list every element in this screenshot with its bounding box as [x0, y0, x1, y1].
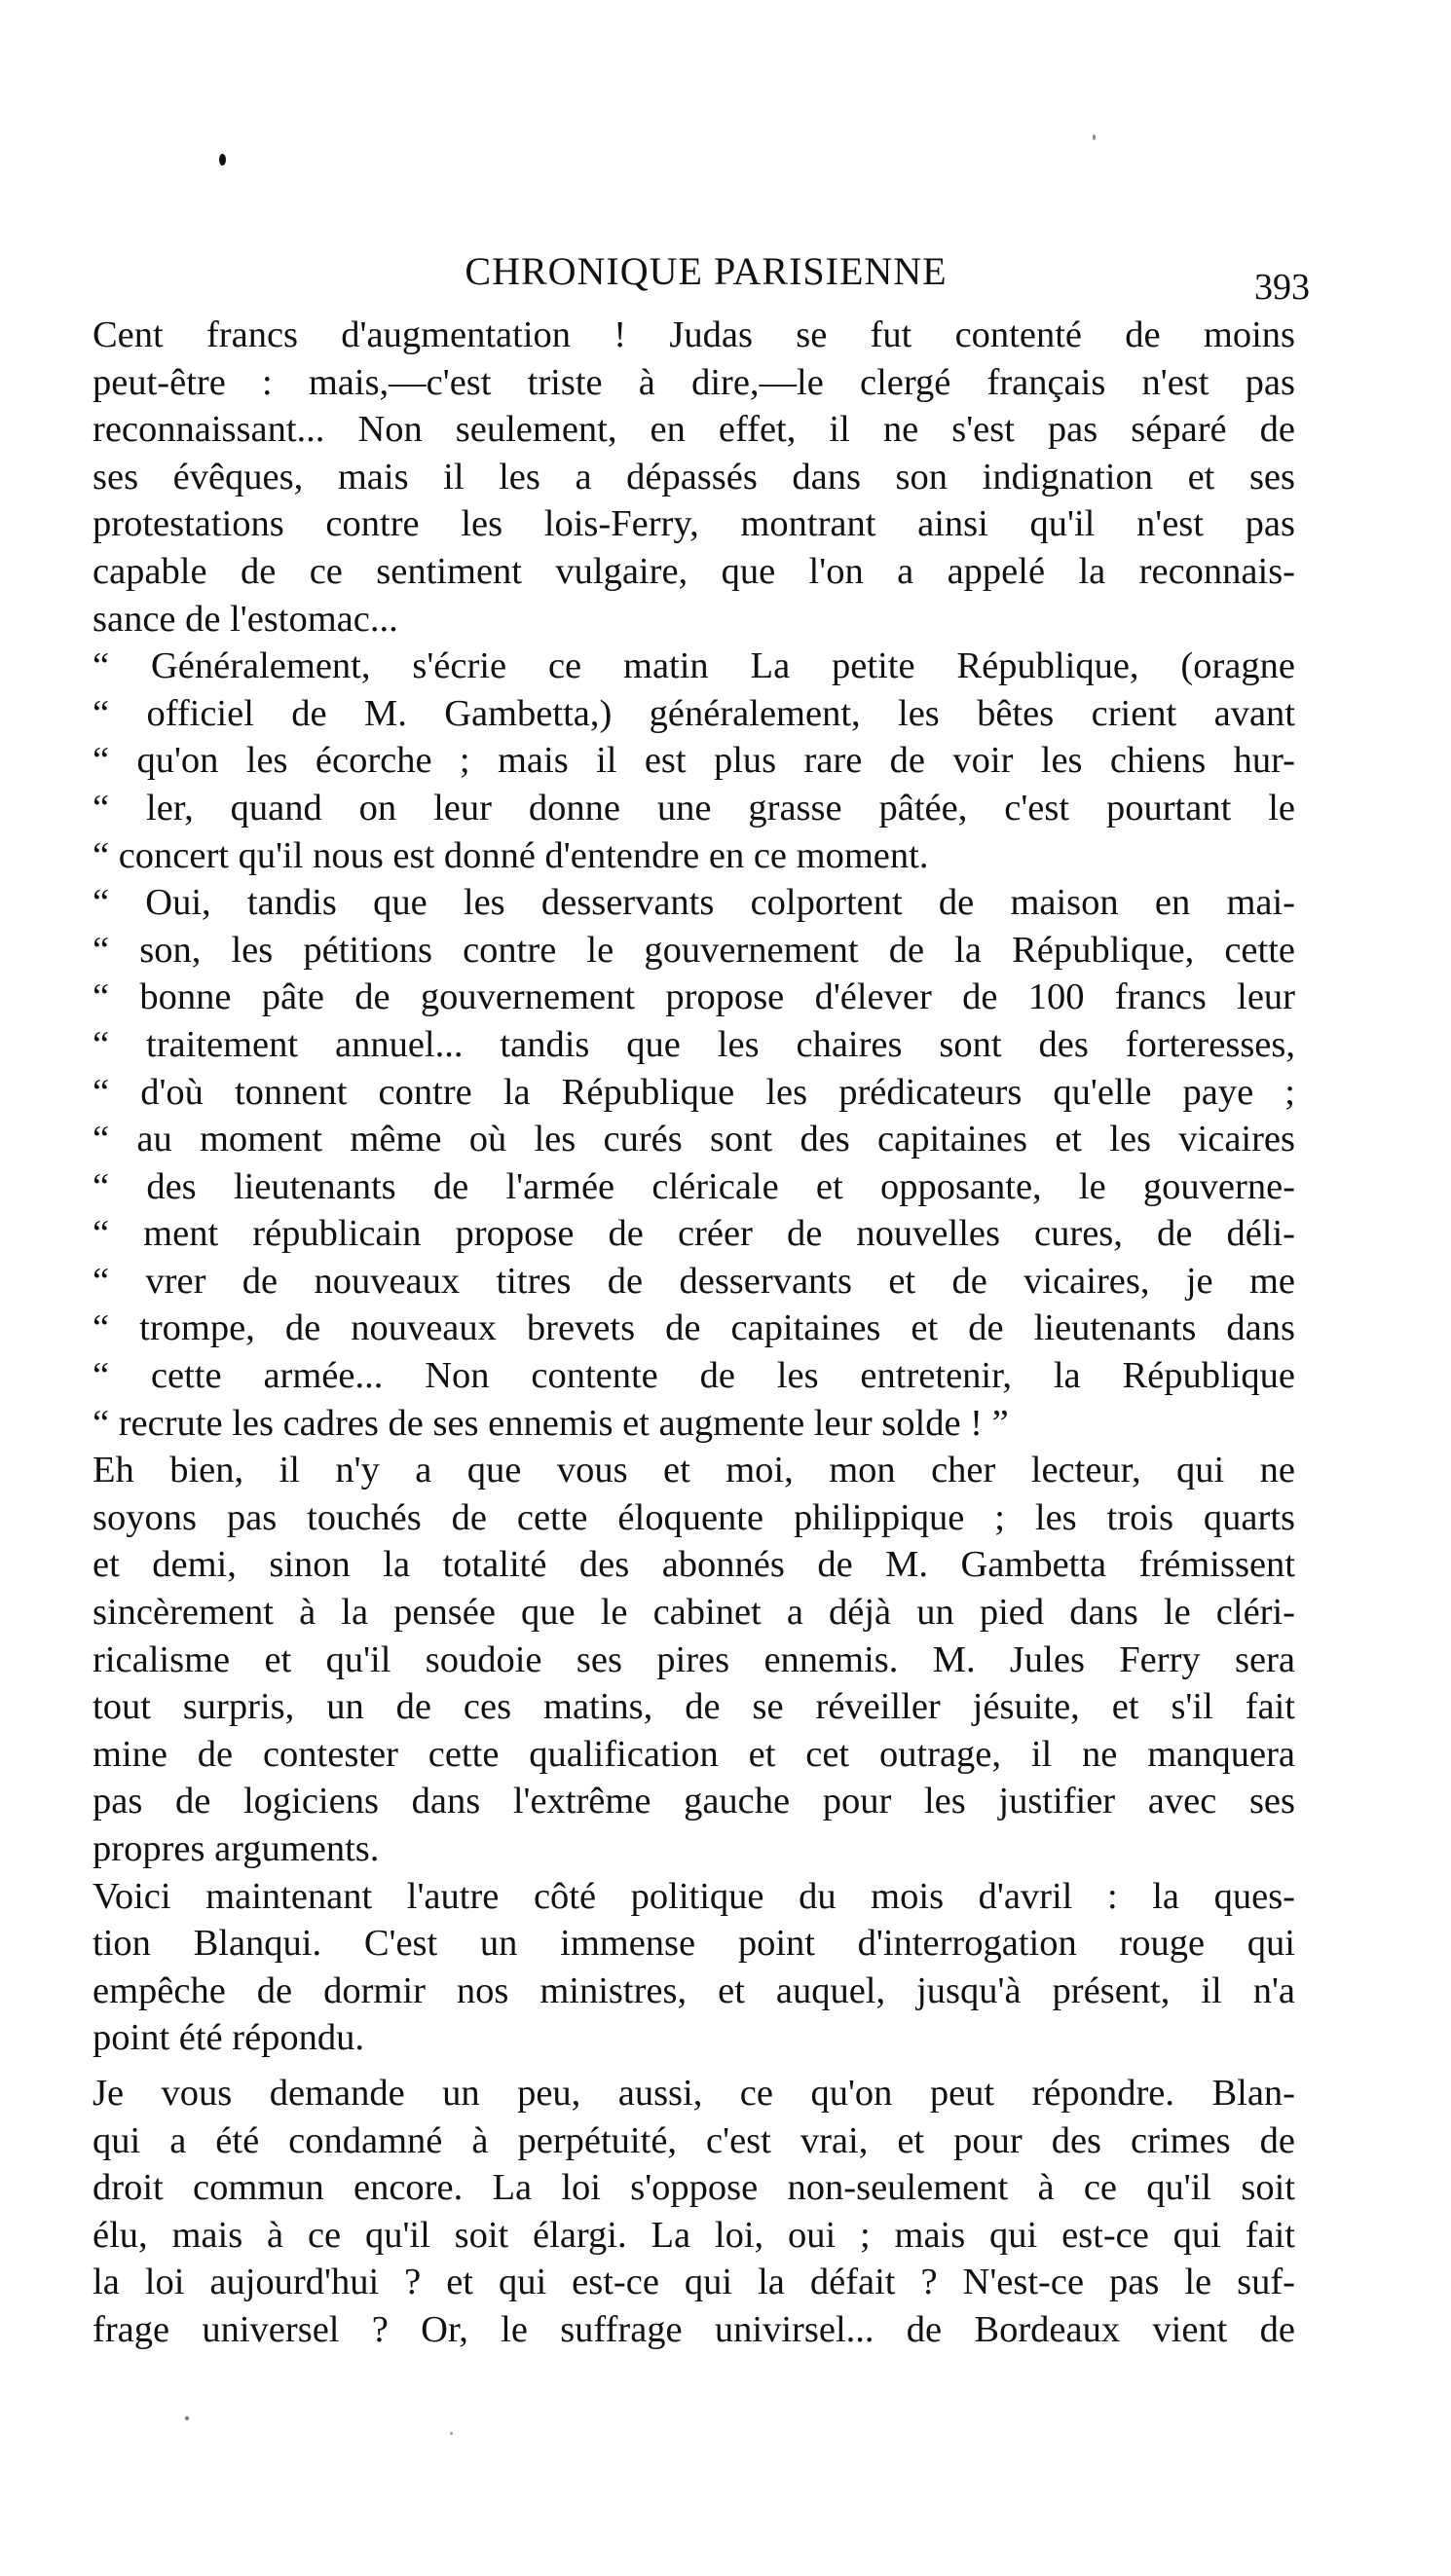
body-text [93, 312, 1295, 2354]
text-line: et demi, sinon la totalité des abonnés de M. Gambetta frémissent [93, 1544, 1295, 1586]
text-line: protestations contre les lois-Ferry, montrant ainsi qu'il n'est pas [93, 503, 1295, 545]
text-line: “ bonne pâte de gouvernement propose d'élever de 100 francs leur [93, 976, 1295, 1018]
text-line: “ Généralement, s'écrie ce matin La petite République, (oragne [93, 645, 1295, 687]
text-line: ricalisme et qu'il soudoie ses pires ennemis. M. Jules Ferry sera [93, 1638, 1295, 1680]
text-line: mine de contester cette qualification et cet outrage, il ne manquera [93, 1733, 1295, 1775]
ink-speck [219, 154, 226, 166]
text-line: tout surpris, un de ces matins, de se réveiller jésuite, et s'il fait [93, 1686, 1295, 1728]
text-line: propres arguments. [93, 1828, 380, 1869]
text-line: “ recrute les cadres de ses ennemis et augmente leur solde ! ” [93, 1402, 1009, 1444]
text-line: élu, mais à ce qu'il soit élargi. La loi, oui ; mais qui est-ce qui fait [93, 2214, 1295, 2256]
running-title: CHRONIQUE PARISIENNE [465, 249, 948, 293]
quoted-paragraph [93, 879, 1295, 1447]
text-line: “ traitement annuel... tandis que les chaires sont des forteresses, [93, 1023, 1295, 1065]
text-line: “ des lieutenants de l'armée cléricale et opposante, le gouverne- [93, 1165, 1295, 1207]
text-line: “ d'où tonnent contre la République les prédicateurs qu'elle paye ; [93, 1071, 1295, 1113]
page-number: 393 [1254, 267, 1310, 308]
text-line: “ ler, quand on leur donne une grasse pâtée, c'est pourtant le [93, 787, 1295, 828]
text-line: la loi aujourd'hui ? et qui est-ce qui la défait ? N'est-ce pas le suf- [93, 2262, 1295, 2303]
text-line: ses évêques, mais il les a dépassés dans son indignation et ses [93, 456, 1295, 497]
text-line: “ qu'on les écorche ; mais il est plus rare de voir les chiens hur- [93, 740, 1295, 782]
text-line: frage universel ? Or, le suffrage univirsel... de Bordeaux vient de [93, 2308, 1295, 2350]
text-line: “ ment républicain propose de créer de nouvelles cures, de déli- [93, 1213, 1295, 1255]
paragraph [93, 1447, 1295, 1872]
text-line: Voici maintenant l'autre côté politique du mois d'avril : la ques- [93, 1875, 1295, 1917]
text-line: “ concert qu'il nous est donné d'entendre en ce moment. [93, 834, 929, 876]
text-line: tion Blanqui. C'est un immense point d'interrogation rouge qui [93, 1923, 1295, 1965]
text-line: “ au moment même où les curés sont des capitaines et les vicaires [93, 1119, 1295, 1160]
text-line: soyons pas touchés de cette éloquente philippique ; les trois quarts [93, 1496, 1295, 1538]
text-line: “ vrer de nouveaux titres de desservants et de vicaires, je me [93, 1260, 1295, 1302]
page-header [93, 248, 1310, 308]
text-line: “ cette armée... Non contente de les entretenir, la République [93, 1355, 1295, 1397]
text-line: “ son, les pétitions contre le gouvernement de la République, cette [93, 929, 1295, 971]
paragraph [93, 2070, 1295, 2354]
text-line: droit commun encore. La loi s'oppose non-seulement à ce qu'il soit [93, 2167, 1295, 2209]
ink-speck [450, 2432, 453, 2435]
paragraph [93, 312, 1295, 643]
text-line: pas de logiciens dans l'extrême gauche pour les justifier avec ses [93, 1781, 1295, 1822]
ink-speck [1093, 134, 1096, 140]
text-line: “ trompe, de nouveaux brevets de capitaines et de lieutenants dans [93, 1307, 1295, 1349]
text-line: “ Oui, tandis que les desservants colportent de maison en mai- [93, 882, 1295, 924]
quoted-paragraph [93, 643, 1295, 879]
text-line: sance de l'estomac... [93, 598, 398, 640]
text-line: peut-être : mais,—c'est triste à dire,—le clergé français n'est pas [93, 361, 1295, 403]
text-line: “ officiel de M. Gambetta,) généralement, les bêtes crient avant [93, 692, 1295, 734]
text-line: point été répondu. [93, 2017, 365, 2059]
paragraph [93, 1873, 1295, 2062]
text-line: reconnaissant... Non seulement, en effet, il ne s'est pas séparé de [93, 409, 1295, 451]
text-line: capable de ce sentiment vulgaire, que l'on a appelé la reconnais- [93, 550, 1295, 592]
text-line: qui a été condamné à perpétuité, c'est vrai, et pour des crimes de [93, 2119, 1295, 2161]
text-line: sincèrement à la pensée que le cabinet a déjà un pied dans le cléri- [93, 1592, 1295, 1634]
text-line: empêche de dormir nos ministres, et auquel, jusqu'à présent, il n'a [93, 1969, 1295, 2011]
text-line: Je vous demande un peu, aussi, ce qu'on peut répondre. Blan- [93, 2072, 1295, 2114]
ink-speck [185, 2416, 189, 2420]
text-line: Cent francs d'augmentation ! Judas se fut contenté de moins [93, 314, 1295, 355]
text-line: Eh bien, il n'y a que vous et moi, mon cher lecteur, qui ne [93, 1450, 1295, 1491]
